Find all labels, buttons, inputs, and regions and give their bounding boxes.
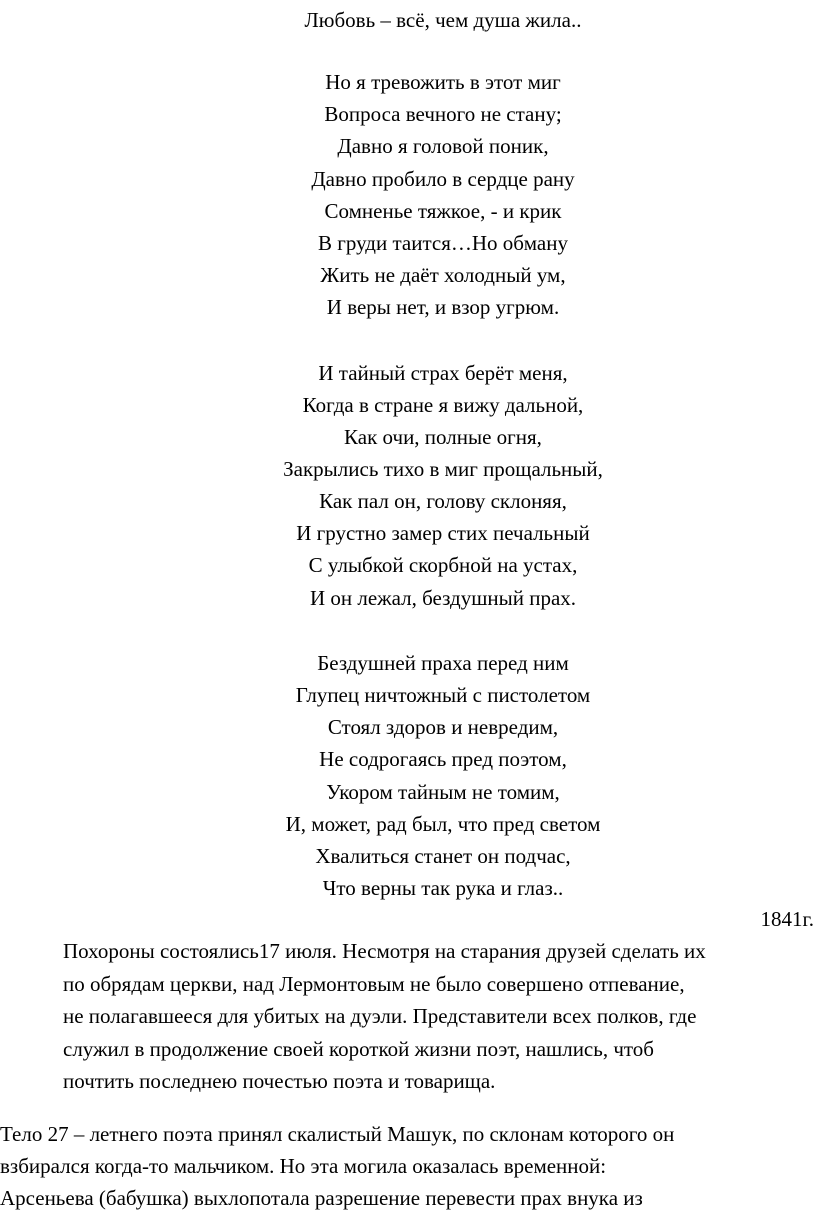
poem-line: В груди таится…Но обману <box>318 231 568 255</box>
poem-line: И он лежал, бездушный прах. <box>309 586 577 610</box>
poem-line: Как пал он, голову склоняя, <box>319 489 567 513</box>
poem-line: С улыбкой скорбной на устах, <box>308 553 578 577</box>
prose-line: взбирался когда-то мальчиком. Но эта могила оказалась временной: <box>0 1154 607 1178</box>
prose-paragraph <box>0 1118 816 1214</box>
poem-line: Когда в стране я вижу дальной, <box>302 393 584 417</box>
poem-line: Как очи, полные огня, <box>344 425 542 449</box>
poem-line: Вопроса вечного не стану; <box>324 102 562 126</box>
poem-line: Давно я головой поник, <box>337 134 549 158</box>
poem-line: Что верны так рука и глаз.. <box>322 876 564 900</box>
prose-line: не полагавшееся для убитых на дуэли. Представители всех полков, где <box>63 1004 697 1029</box>
poem-line: Укором тайным не томим, <box>326 780 560 804</box>
poem-line: Любовь – всё, чем душа жила.. <box>304 8 582 32</box>
poem-line: Стоял здоров и невредим, <box>327 715 559 739</box>
prose-line: Арсеньева (бабушка) выхлопотала разрешение перевести прах внука из <box>0 1186 643 1210</box>
poem-line: Сомненье тяжкое, - и крик <box>324 199 562 223</box>
poem-line: И веры нет, и взор угрюм. <box>326 295 560 319</box>
poem-line: Но я тревожить в этот миг <box>325 70 561 94</box>
poem-line: И, может, рад был, что пред светом <box>285 812 601 836</box>
poem-line: Давно пробило в сердце рану <box>311 167 575 191</box>
prose-line: служил в продолжение своей короткой жизни поэт, нашлись, чтоб <box>63 1036 654 1061</box>
poem-line: Жить не даёт холодный ум, <box>320 263 566 287</box>
prose-line: Тело 27 – летнего поэта принял скалистый Машук, по склонам которого он <box>0 1122 675 1146</box>
prose-line: почтить последнею почестью поэта и товарища. <box>63 1069 496 1094</box>
prose-line: Похороны состоялись17 июля. Несмотря на старания друзей сделать их <box>63 939 706 963</box>
poem-line: Бездушней праха перед ним <box>317 651 569 675</box>
poem-line: Закрылись тихо в миг прощальный, <box>283 457 603 481</box>
poem-line: И грустно замер стих печальный <box>296 521 590 545</box>
poem-date: 1841г. <box>760 907 814 931</box>
poem-line: Хвалиться станет он подчас, <box>315 844 571 868</box>
prose-line: по обрядам церкви, над Лермонтовым не было совершено отпевание, <box>63 971 685 996</box>
poem-line: Глупец ничтожный с пистолетом <box>295 683 591 707</box>
poem-line: И тайный страх берёт меня, <box>318 361 568 385</box>
prose-paragraph <box>63 935 815 1098</box>
poem-line: Не содрогаясь пред поэтом, <box>319 747 567 771</box>
